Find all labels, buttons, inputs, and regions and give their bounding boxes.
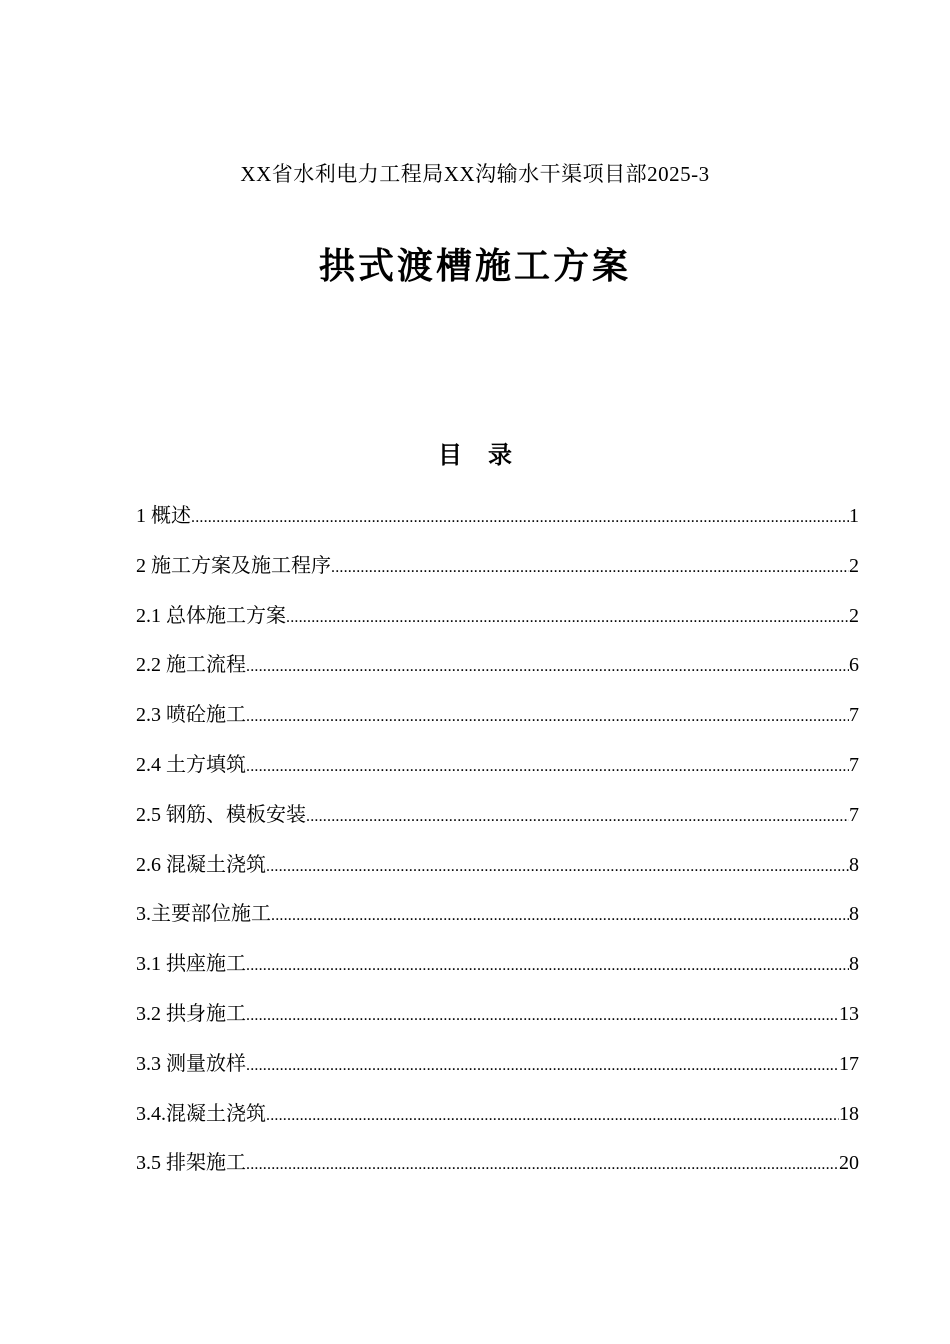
toc-entry-label: 2 施工方案及施工程序 [136, 554, 331, 577]
toc-entry-page: 2 [849, 604, 859, 627]
toc-entry[interactable] [136, 1149, 859, 1199]
toc-entry[interactable] [136, 701, 859, 751]
toc-entry-label: 2.3 喷砼施工 [136, 704, 246, 727]
toc-leader-dots [246, 1052, 839, 1080]
toc-entry-label: 3.2 拱身施工 [136, 1002, 246, 1025]
toc-heading [0, 435, 950, 470]
toc-entry[interactable] [136, 1000, 859, 1050]
toc-entry-label: 3.1 拱座施工 [136, 953, 246, 976]
toc-entry[interactable] [136, 651, 859, 701]
toc-leader-dots [266, 1102, 839, 1130]
toc-leader-dots [246, 653, 849, 681]
toc-entry-page: 18 [839, 1102, 859, 1125]
toc-entry-page: 6 [849, 654, 859, 677]
toc-entry[interactable] [136, 552, 859, 602]
toc-entry-label: 1 概述 [136, 505, 191, 527]
toc-leader-dots [306, 803, 849, 831]
toc-leader-dots [331, 554, 849, 582]
toc-entry[interactable] [136, 1100, 859, 1150]
toc-entry-page: 8 [849, 903, 859, 926]
toc-leader-dots [246, 1151, 839, 1179]
toc-entry-page: 8 [849, 853, 859, 876]
toc-entry-page: 7 [849, 704, 859, 727]
toc-heading-char-2: 录 [488, 441, 512, 469]
toc-entry[interactable] [136, 1050, 859, 1100]
toc-entry-page: 13 [839, 1002, 859, 1025]
toc-entry-page: 1 [849, 505, 859, 527]
toc-entry[interactable] [136, 502, 859, 552]
toc-heading-char-1: 目 [438, 441, 462, 469]
toc-entry-page: 7 [849, 803, 859, 826]
toc-leader-dots [286, 604, 849, 632]
toc-entry-label: 3.4.混凝土浇筑 [136, 1102, 266, 1125]
toc-entry-page: 7 [849, 753, 859, 776]
organization-header: XX省水利电力工程局XX沟输水干渠项目部2025-3 [240, 162, 710, 186]
toc-entry-label: 3.5 排架施工 [136, 1152, 246, 1175]
toc-entry-label: 2.1 总体施工方案 [136, 604, 286, 627]
toc-entry-page: 8 [849, 953, 859, 976]
document-title: 拱式渡槽施工方案 [318, 246, 631, 287]
toc-entry-page: 17 [839, 1052, 859, 1075]
toc-entry[interactable] [136, 602, 859, 652]
toc-entry[interactable] [136, 900, 859, 950]
table-of-contents [136, 502, 859, 1199]
toc-entry[interactable] [136, 950, 859, 1000]
toc-entry-page: 20 [839, 1152, 859, 1175]
toc-leader-dots [246, 753, 849, 781]
toc-entry-label: 3.主要部位施工 [136, 903, 271, 926]
toc-entry[interactable] [136, 751, 859, 801]
toc-leader-dots [246, 952, 849, 980]
toc-leader-dots [266, 853, 849, 881]
toc-entry-label: 2.5 钢筋、模板安装 [136, 803, 306, 826]
toc-entry-label: 3.3 测量放样 [136, 1052, 246, 1075]
toc-leader-dots [191, 504, 849, 532]
toc-entry-page: 2 [849, 554, 859, 577]
toc-entry[interactable] [136, 851, 859, 901]
toc-leader-dots [271, 902, 849, 930]
toc-entry-label: 2.4 土方填筑 [136, 753, 246, 776]
toc-leader-dots [246, 703, 849, 731]
toc-entry[interactable] [136, 801, 859, 851]
toc-leader-dots [246, 1002, 839, 1030]
toc-entry-label: 2.2 施工流程 [136, 654, 246, 677]
toc-entry-label: 2.6 混凝土浇筑 [136, 853, 266, 876]
